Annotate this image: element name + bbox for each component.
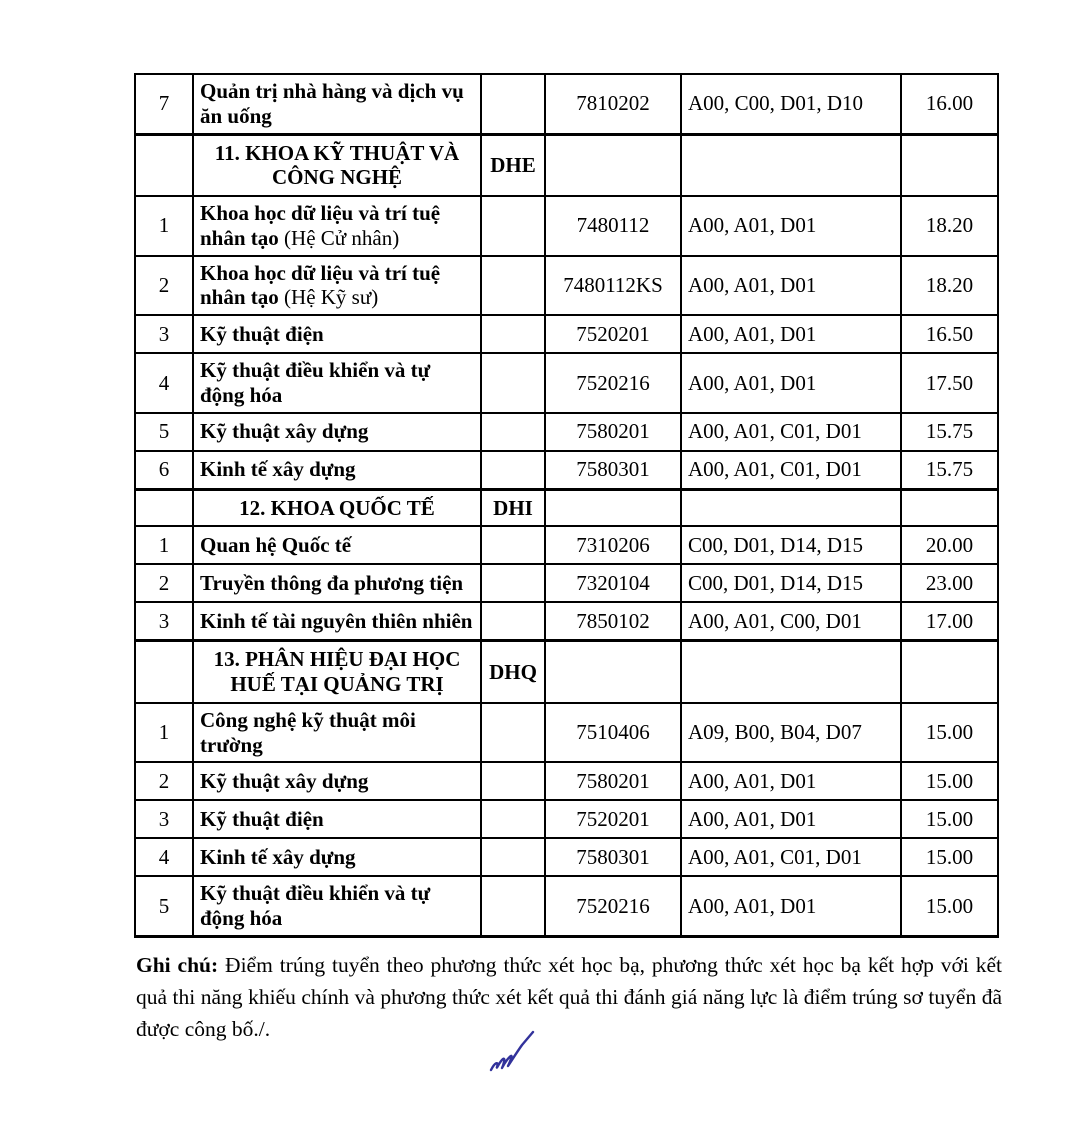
major-name-text: Kỹ thuật xây dựng xyxy=(200,419,369,444)
row-number-cell: 6 xyxy=(135,451,193,490)
unit-code-cell xyxy=(481,413,545,451)
major-name-cell xyxy=(193,762,481,800)
row-number-cell: 5 xyxy=(135,876,193,936)
score-cell: 15.00 xyxy=(901,703,998,763)
major-name-cell xyxy=(193,800,481,838)
major-row xyxy=(135,800,998,838)
unit-code-cell xyxy=(481,196,545,256)
major-name-text: Quản trị nhà hàng và dịch vụ ăn uống xyxy=(200,79,464,128)
unit-code-cell xyxy=(481,703,545,763)
subject-combinations-cell xyxy=(681,134,901,196)
unit-code-cell xyxy=(481,564,545,602)
score-cell: 15.00 xyxy=(901,838,998,876)
unit-code-cell xyxy=(481,315,545,353)
admission-scores-table-body xyxy=(135,74,998,937)
section-header-row xyxy=(135,641,998,703)
major-row xyxy=(135,703,998,763)
score-cell xyxy=(901,134,998,196)
score-cell: 18.20 xyxy=(901,256,998,316)
footnote xyxy=(136,950,1002,1045)
major-row xyxy=(135,74,998,134)
major-code-cell: 7580201 xyxy=(545,413,681,451)
major-code-cell xyxy=(545,489,681,526)
major-code-cell: 7850102 xyxy=(545,602,681,641)
major-code-cell: 7580201 xyxy=(545,762,681,800)
major-code-cell: 7480112 xyxy=(545,196,681,256)
subject-combinations-cell: A00, A01, C00, D01 xyxy=(681,602,901,641)
major-row xyxy=(135,256,998,316)
major-name-text: Kỹ thuật điện xyxy=(200,807,324,832)
major-row xyxy=(135,838,998,876)
subject-combinations-cell: A00, A01, D01 xyxy=(681,762,901,800)
major-name-note: (Hệ Cử nhân) xyxy=(278,225,400,250)
major-code-cell: 7520216 xyxy=(545,876,681,936)
footnote-text: Điểm trúng tuyển theo phương thức xét học bạ, phương thức xét học bạ kết hợp với kết quả thi năng khiếu chính và phương thức xét kết quả thi đánh giá năng lực là điểm trúng sơ tuyển đã được công bố./. xyxy=(136,953,1003,1041)
score-cell: 15.00 xyxy=(901,762,998,800)
major-name-cell xyxy=(193,526,481,564)
unit-code-cell xyxy=(481,602,545,641)
subject-combinations-cell: A00, C00, D01, D10 xyxy=(681,74,901,134)
major-code-cell xyxy=(545,134,681,196)
major-name-note: (Hệ Kỹ sư) xyxy=(278,285,379,310)
row-number-cell: 1 xyxy=(135,526,193,564)
signature-stroke xyxy=(491,1032,533,1070)
major-name-text: Kỹ thuật điện xyxy=(200,321,324,346)
major-name-cell xyxy=(193,196,481,256)
major-name-text: Khoa học dữ liệu và trí tuệ nhân tạo xyxy=(200,201,441,250)
row-number-cell xyxy=(135,641,193,703)
row-number-cell: 5 xyxy=(135,413,193,451)
row-number-cell: 7 xyxy=(135,74,193,134)
major-code-cell: 7310206 xyxy=(545,526,681,564)
unit-code-cell xyxy=(481,526,545,564)
major-name-text: Truyền thông đa phương tiện xyxy=(200,571,464,596)
major-row xyxy=(135,762,998,800)
unit-code-cell xyxy=(481,256,545,316)
major-name-text: Khoa học dữ liệu và trí tuệ nhân tạo xyxy=(200,260,441,310)
major-name-text: Kinh tế xây dựng xyxy=(200,845,356,870)
row-number-cell: 1 xyxy=(135,196,193,256)
score-cell: 15.75 xyxy=(901,451,998,490)
subject-combinations-cell: A00, A01, C01, D01 xyxy=(681,413,901,451)
score-cell: 18.20 xyxy=(901,196,998,256)
unit-code-cell xyxy=(481,451,545,490)
ink-signature-mark xyxy=(484,1028,538,1076)
row-number-cell: 2 xyxy=(135,762,193,800)
score-cell: 16.50 xyxy=(901,315,998,353)
score-cell: 16.00 xyxy=(901,74,998,134)
subject-combinations-cell xyxy=(681,641,901,703)
major-code-cell: 7580301 xyxy=(545,451,681,490)
row-number-cell: 4 xyxy=(135,838,193,876)
score-cell: 23.00 xyxy=(901,564,998,602)
major-name-cell xyxy=(193,256,481,316)
subject-combinations-cell: A00, A01, C01, D01 xyxy=(681,838,901,876)
major-name-cell xyxy=(193,413,481,451)
row-number-cell: 3 xyxy=(135,315,193,353)
subject-combinations-cell: A00, A01, D01 xyxy=(681,196,901,256)
major-code-cell: 7520201 xyxy=(545,800,681,838)
row-number-cell xyxy=(135,134,193,196)
major-row xyxy=(135,602,998,641)
subject-combinations-cell: A00, A01, D01 xyxy=(681,876,901,936)
major-name-text: Kỹ thuật xây dựng xyxy=(200,769,369,794)
row-number-cell: 2 xyxy=(135,564,193,602)
subject-combinations-cell: A00, A01, C01, D01 xyxy=(681,451,901,490)
score-cell: 15.75 xyxy=(901,413,998,451)
unit-code-cell xyxy=(481,353,545,413)
major-row xyxy=(135,353,998,413)
major-code-cell: 7480112KS xyxy=(545,256,681,316)
major-name-cell xyxy=(193,703,481,763)
row-number-cell: 4 xyxy=(135,353,193,413)
footnote-label: Ghi chú: xyxy=(136,953,219,977)
row-number-cell: 3 xyxy=(135,602,193,641)
score-cell xyxy=(901,489,998,526)
unit-code-cell: DHE xyxy=(481,134,545,196)
unit-code-cell: DHI xyxy=(481,489,545,526)
major-name-cell xyxy=(193,315,481,353)
major-name-cell xyxy=(193,74,481,134)
section-title-cell: 13. PHÂN HIỆU ĐẠI HỌC HUẾ TẠI QUẢNG TRỊ xyxy=(193,641,481,703)
score-cell: 17.50 xyxy=(901,353,998,413)
major-name-cell xyxy=(193,876,481,936)
major-row xyxy=(135,413,998,451)
subject-combinations-cell: A00, A01, D01 xyxy=(681,256,901,316)
section-title-cell: 11. KHOA KỸ THUẬT VÀ CÔNG NGHỆ xyxy=(193,134,481,196)
major-name-text: Quan hệ Quốc tế xyxy=(200,533,352,558)
row-number-cell: 2 xyxy=(135,256,193,316)
major-name-cell xyxy=(193,602,481,641)
score-cell: 15.00 xyxy=(901,800,998,838)
major-row xyxy=(135,315,998,353)
unit-code-cell xyxy=(481,876,545,936)
unit-code-cell xyxy=(481,800,545,838)
subject-combinations-cell: A00, A01, D01 xyxy=(681,353,901,413)
major-name-text: Kinh tế xây dựng xyxy=(200,457,356,482)
major-row xyxy=(135,451,998,490)
subject-combinations-cell xyxy=(681,489,901,526)
major-row xyxy=(135,196,998,256)
major-name-text: Công nghệ kỹ thuật môi trường xyxy=(200,707,416,757)
major-row xyxy=(135,564,998,602)
major-row xyxy=(135,876,998,936)
subject-combinations-cell: A00, A01, D01 xyxy=(681,315,901,353)
section-header-row xyxy=(135,134,998,196)
major-code-cell xyxy=(545,641,681,703)
major-code-cell: 7520216 xyxy=(545,353,681,413)
major-code-cell: 7320104 xyxy=(545,564,681,602)
subject-combinations-cell: C00, D01, D14, D15 xyxy=(681,526,901,564)
unit-code-cell xyxy=(481,762,545,800)
score-cell: 15.00 xyxy=(901,876,998,936)
row-number-cell: 3 xyxy=(135,800,193,838)
major-code-cell: 7580301 xyxy=(545,838,681,876)
major-name-text: Kỹ thuật điều khiển và tự động hóa xyxy=(200,358,431,407)
admission-scores-table xyxy=(134,73,999,938)
major-code-cell: 7520201 xyxy=(545,315,681,353)
subject-combinations-cell: A09, B00, B04, D07 xyxy=(681,703,901,763)
section-title-cell: 12. KHOA QUỐC TẾ xyxy=(193,489,481,526)
major-row xyxy=(135,526,998,564)
unit-code-cell xyxy=(481,838,545,876)
major-name-cell xyxy=(193,353,481,413)
score-cell xyxy=(901,641,998,703)
major-name-cell xyxy=(193,838,481,876)
row-number-cell xyxy=(135,489,193,526)
section-header-row xyxy=(135,489,998,526)
major-code-cell: 7510406 xyxy=(545,703,681,763)
unit-code-cell: DHQ xyxy=(481,641,545,703)
row-number-cell: 1 xyxy=(135,703,193,763)
major-name-text: Kinh tế tài nguyên thiên nhiên xyxy=(200,609,473,634)
major-name-text: Kỹ thuật điều khiển và tự động hóa xyxy=(200,881,431,931)
subject-combinations-cell: C00, D01, D14, D15 xyxy=(681,564,901,602)
major-name-cell xyxy=(193,564,481,602)
major-name-cell xyxy=(193,451,481,490)
major-code-cell: 7810202 xyxy=(545,74,681,134)
unit-code-cell xyxy=(481,74,545,134)
subject-combinations-cell: A00, A01, D01 xyxy=(681,800,901,838)
score-cell: 20.00 xyxy=(901,526,998,564)
score-cell: 17.00 xyxy=(901,602,998,641)
